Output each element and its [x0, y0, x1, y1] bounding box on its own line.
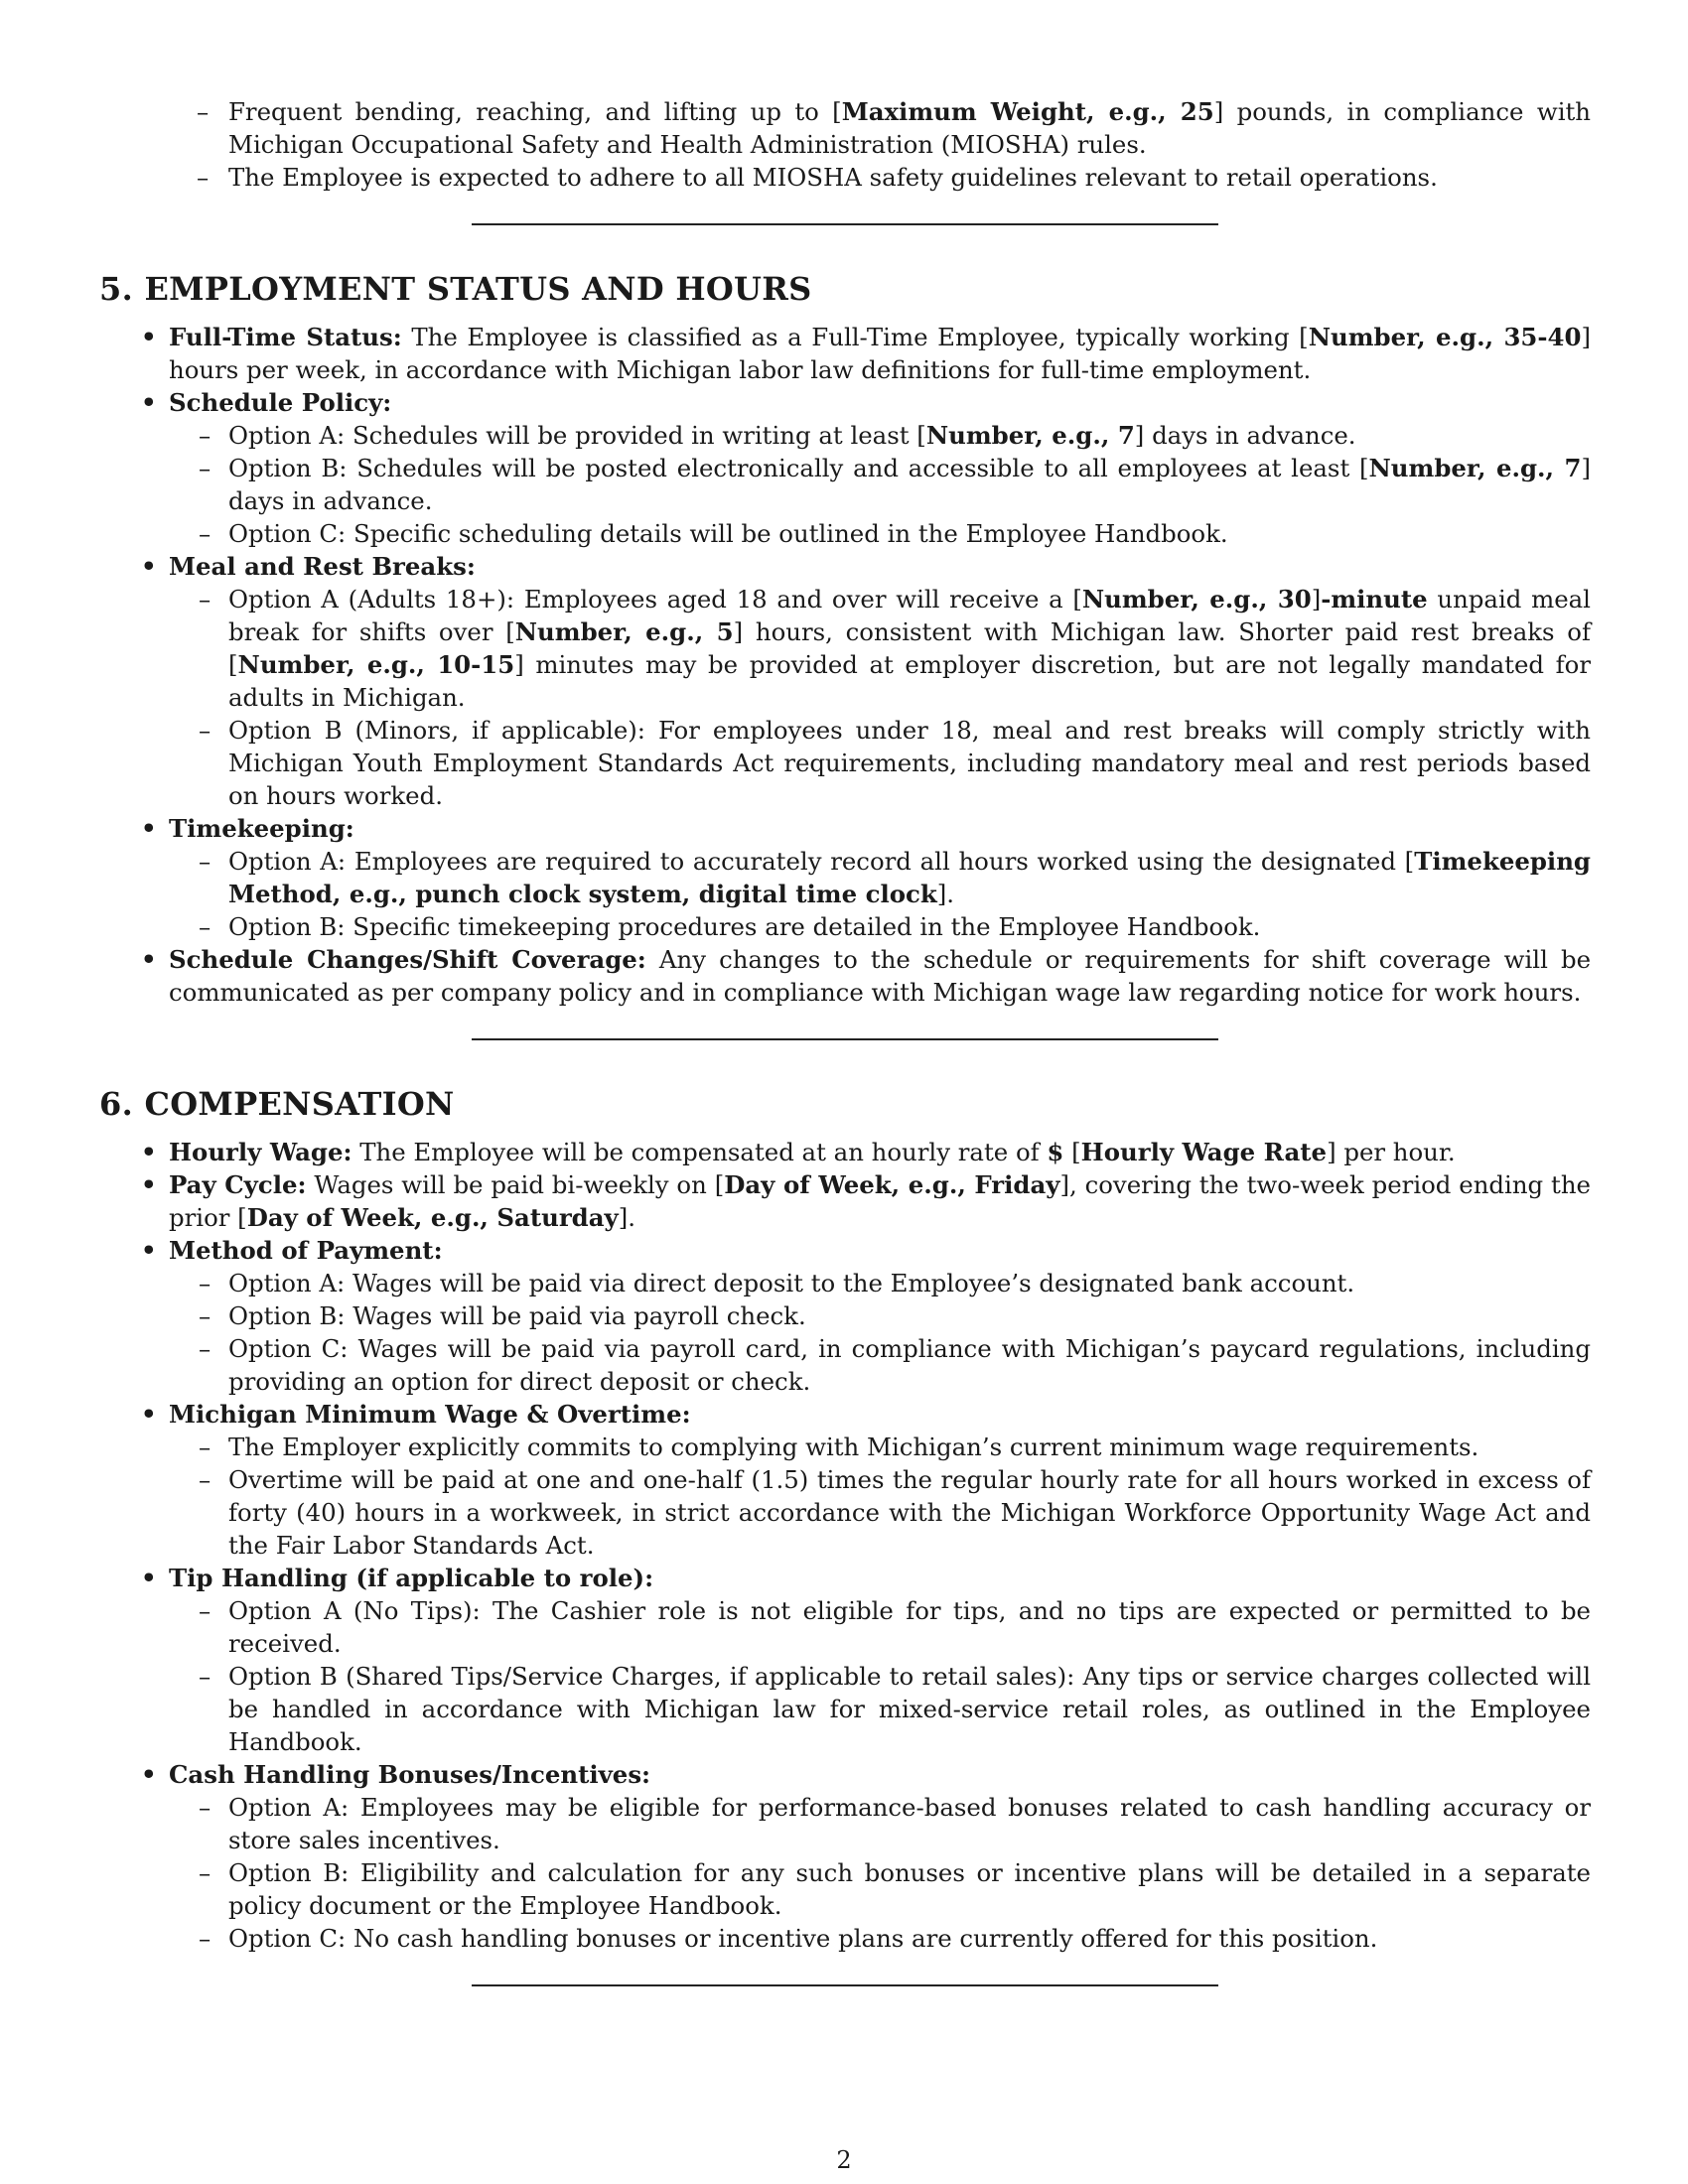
text: Option A (Adults 18+): Employees aged 18 and over will receive a [	[228, 585, 1082, 614]
sub-item	[169, 1922, 1591, 1955]
section-5-list	[99, 321, 1591, 1009]
list-item-fulltime-status	[99, 321, 1591, 386]
placeholder-field: Number, e.g., 30	[1081, 585, 1312, 614]
sub-list	[169, 845, 1591, 943]
placeholder-field: Number, e.g., 35-40	[1308, 323, 1582, 351]
placeholder-field: Day of Week, e.g., Saturday	[246, 1203, 619, 1232]
text: Option A: Employees may be eligible for performance-based bonuses related to cash handling accuracy or store sales incentives.	[228, 1793, 1591, 1854]
sub-list	[169, 1791, 1591, 1955]
section-6-list	[99, 1136, 1591, 1955]
intro-list	[99, 95, 1591, 194]
list-item-minimum-wage	[99, 1398, 1591, 1562]
placeholder-field: Number, e.g., 7	[925, 421, 1135, 450]
sub-item	[169, 1594, 1591, 1660]
text: ] hours, consistent with Michigan law. Shorter paid rest breaks of [	[228, 617, 1592, 679]
text: ] minutes may be provided at employer discretion, but are not legally mandated for adults in Michigan.	[228, 650, 1591, 712]
text: Option A: Schedules will be provided in writing at least [	[228, 421, 926, 450]
sub-item	[169, 1660, 1591, 1758]
placeholder-field: Number, e.g., 10-15	[237, 650, 515, 679]
sub-item	[169, 452, 1591, 517]
list-item	[197, 161, 1591, 194]
list-item-hourly-wage	[99, 1136, 1591, 1168]
bullet-marker: •	[141, 1400, 157, 1429]
item-label: Schedule Changes/Shift Coverage:	[169, 945, 646, 974]
item-label: Pay Cycle:	[169, 1170, 307, 1199]
sub-list	[169, 1594, 1591, 1758]
dash-marker: –	[197, 163, 210, 192]
placeholder-field: Timekeeping Method, e.g., punch clock system, digital time clock	[228, 847, 1591, 908]
sub-item	[169, 714, 1591, 812]
dash-marker: –	[199, 1662, 211, 1691]
sub-list	[169, 583, 1591, 812]
list-item-meal-breaks	[99, 550, 1591, 812]
text: Option A (No Tips): The Cashier role is not eligible for tips, and no tips are expected or permitted to be received.	[228, 1596, 1591, 1658]
list-item-tip-handling	[99, 1562, 1591, 1758]
dash-marker: –	[199, 1269, 211, 1297]
dash-marker: –	[199, 847, 211, 876]
text: ]	[1311, 585, 1322, 614]
dash-marker: –	[199, 1924, 211, 1953]
text: unpaid meal break for shifts over [	[228, 585, 1591, 646]
item-label: Cash Handling Bonuses/Incentives:	[169, 1760, 651, 1789]
placeholder-field: Number, e.g., 5	[514, 617, 734, 646]
item-label: Method of Payment:	[169, 1236, 443, 1265]
text: Option B: Wages will be paid via payroll check.	[228, 1301, 806, 1330]
bullet-marker: •	[141, 814, 157, 843]
text: Option C: Specific scheduling details will be outlined in the Employee Handbook.	[228, 519, 1228, 548]
list-item-payment-method	[99, 1234, 1591, 1398]
dash-marker: –	[199, 912, 211, 941]
dash-marker: –	[199, 1793, 211, 1822]
item-label: Tip Handling (if applicable to role):	[169, 1564, 654, 1592]
text: The Employer explicitly commits to complying with Michigan’s current minimum wage requirements.	[228, 1433, 1479, 1461]
bullet-marker: •	[141, 1236, 157, 1265]
text: The Employee will be compensated at an hourly rate of	[352, 1138, 1048, 1166]
dash-marker: –	[199, 1465, 211, 1494]
text: Overtime will be paid at one and one-half (1.5) times the regular hourly rate for all hours worked in excess of forty (40) hours in a workweek, in strict accordance with the Michigan Workforce Opportunity Wage Act and the Fair Labor Standards Act.	[228, 1465, 1591, 1560]
text: ], covering the two-week period ending the prior [	[169, 1170, 1591, 1232]
dash-marker: –	[199, 1301, 211, 1330]
sub-item	[169, 1299, 1591, 1332]
sub-item	[169, 910, 1591, 943]
sub-item	[169, 1431, 1591, 1463]
list-item-timekeeping	[99, 812, 1591, 943]
text: Option C: No cash handling bonuses or incentive plans are currently offered for this position.	[228, 1924, 1378, 1953]
item-label: Meal and Rest Breaks:	[169, 552, 476, 581]
bullet-marker: •	[141, 1138, 157, 1166]
text: Frequent bending, reaching, and lifting up to [	[228, 97, 842, 126]
text: ] days in advance.	[228, 454, 1591, 515]
page-number: 2	[836, 2146, 852, 2174]
text: The Employee is classified as a Full-Time Employee, typically working [	[401, 323, 1309, 351]
dash-marker: –	[199, 454, 211, 482]
placeholder-field: Maximum Weight, e.g., 25	[841, 97, 1214, 126]
list-item-schedule-changes	[99, 943, 1591, 1009]
sub-item	[169, 845, 1591, 910]
dash-marker: –	[199, 421, 211, 450]
sub-item	[169, 1856, 1591, 1922]
dash-marker: –	[197, 97, 210, 126]
sub-list	[169, 419, 1591, 550]
sub-item	[169, 1463, 1591, 1562]
list-item-cash-bonuses	[99, 1758, 1591, 1955]
text: Option B (Shared Tips/Service Charges, if applicable to retail sales): Any tips or service charges collected will be handled in accordance with Michigan law for mixed-service retail roles, as outlined in the Employee Handbook.	[228, 1662, 1591, 1756]
item-label: Timekeeping:	[169, 814, 354, 843]
sub-item	[169, 1791, 1591, 1856]
section-divider	[472, 1038, 1218, 1040]
bullet-marker: •	[141, 323, 157, 351]
document-page	[99, 95, 1591, 1986]
dash-marker: –	[199, 585, 211, 614]
text: ] per hour.	[1327, 1138, 1456, 1166]
text: [	[1063, 1138, 1081, 1166]
text: ] days in advance.	[1134, 421, 1356, 450]
text: Option A: Employees are required to accurately record all hours worked using the designated [	[228, 847, 1415, 876]
dash-marker: –	[199, 1596, 211, 1625]
placeholder-field: Day of Week, e.g., Friday	[724, 1170, 1060, 1199]
placeholder-field: -minute	[1321, 585, 1428, 614]
dash-marker: –	[199, 1433, 211, 1461]
bullet-marker: •	[141, 388, 157, 417]
text: Option B: Eligibility and calculation for any such bonuses or incentive plans will be detailed in a separate policy document or the Employee Handbook.	[228, 1858, 1591, 1920]
sub-item	[169, 419, 1591, 452]
text: Wages will be paid bi-weekly on [	[306, 1170, 725, 1199]
bullet-marker: •	[141, 1170, 157, 1199]
text: The Employee is expected to adhere to all MIOSHA safety guidelines relevant to retail operations.	[228, 163, 1438, 192]
item-label: Michigan Minimum Wage & Overtime:	[169, 1400, 691, 1429]
sub-list	[169, 1267, 1591, 1398]
section-divider	[472, 1984, 1218, 1986]
item-label: Hourly Wage:	[169, 1138, 352, 1166]
section-divider	[472, 223, 1218, 225]
placeholder-field: Hourly Wage Rate	[1080, 1138, 1328, 1166]
bullet-marker: •	[141, 1564, 157, 1592]
placeholder-field: Number, e.g., 7	[1368, 454, 1582, 482]
sub-item	[169, 517, 1591, 550]
text: Option C: Wages will be paid via payroll card, in compliance with Michigan’s paycard regulations, including providing an option for direct deposit or check.	[228, 1334, 1591, 1396]
section-heading-6: 6. COMPENSATION	[99, 1085, 455, 1123]
list-item	[197, 95, 1592, 161]
text: Option B (Minors, if applicable): For employees under 18, meal and rest breaks will comply strictly with Michigan Youth Employment Standards Act requirements, including mandatory meal and rest periods based on hours worked.	[228, 716, 1591, 810]
section-heading-5: 5. EMPLOYMENT STATUS AND HOURS	[99, 270, 812, 308]
dash-marker: –	[199, 1334, 211, 1363]
text: ] hours per week, in accordance with Michigan labor law definitions for full-time employment.	[169, 323, 1591, 384]
item-label: Full-Time Status:	[169, 323, 402, 351]
list-item-schedule-policy	[99, 386, 1591, 550]
bullet-marker: •	[141, 552, 157, 581]
sub-list	[169, 1431, 1591, 1562]
text: Any changes to the schedule or requirements for shift coverage will be communicated as per company policy and in compliance with Michigan wage law regarding notice for work hours.	[169, 945, 1592, 1007]
bullet-marker: •	[141, 945, 157, 974]
list-item-pay-cycle	[99, 1168, 1591, 1234]
sub-item	[169, 583, 1591, 714]
dash-marker: –	[199, 1858, 211, 1887]
sub-item	[169, 1332, 1591, 1398]
bullet-marker: •	[141, 1760, 157, 1789]
text: ].	[618, 1203, 635, 1232]
currency-symbol: $	[1047, 1138, 1064, 1166]
text: Option B: Specific timekeeping procedures are detailed in the Employee Handbook.	[228, 912, 1261, 941]
text: Option B: Schedules will be posted electronically and accessible to all employees at least [	[228, 454, 1369, 482]
text: Option A: Wages will be paid via direct deposit to the Employee’s designated bank account.	[228, 1269, 1355, 1297]
dash-marker: –	[199, 519, 211, 548]
item-label: Schedule Policy:	[169, 388, 392, 417]
text: ] pounds, in compliance with Michigan Occupational Safety and Health Administration (MIOSHA) rules.	[228, 97, 1592, 159]
text: ].	[936, 880, 955, 908]
dash-marker: –	[199, 716, 211, 745]
sub-item	[169, 1267, 1591, 1299]
